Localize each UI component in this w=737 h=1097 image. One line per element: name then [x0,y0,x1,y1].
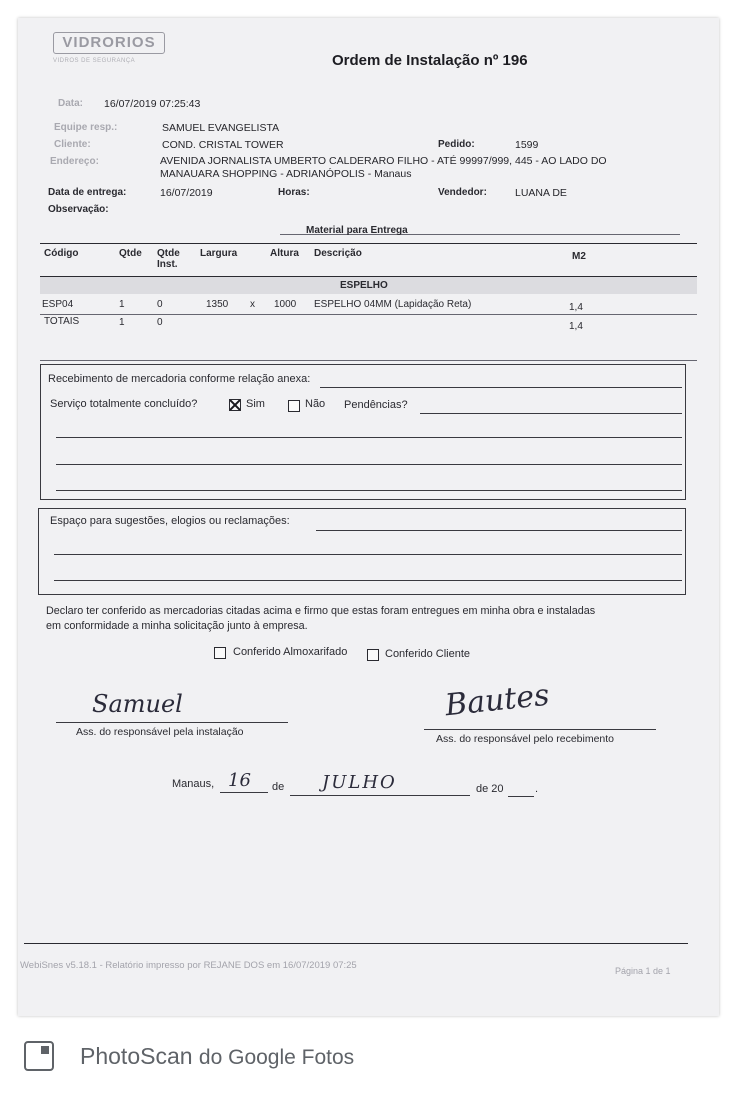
installer-signature-line[interactable] [56,722,288,723]
group-label: ESPELHO [340,280,388,291]
row-m2: 1,4 [569,302,583,313]
conferido-almox-checkbox[interactable] [214,647,226,659]
suggestions-line-1[interactable] [54,554,682,555]
sim-label: Sim [246,398,265,410]
company-tagline: VIDROS DE SEGURANÇA [53,58,136,64]
pendencias-label: Pendências? [344,399,408,411]
cliente-label: Cliente: [54,139,91,150]
company-logo: VIDRORIOS [53,32,165,54]
vendedor-value: LUANA DE [515,187,567,199]
equipe-value: SAMUEL EVANGELISTA [162,122,280,134]
data-entrega-value: 16/07/2019 [160,187,213,199]
date-day: 16 [228,770,251,791]
date-end: . [535,783,539,795]
receipt-line-1[interactable] [56,437,682,438]
table-top-rule [40,243,697,244]
nao-label: Não [305,398,326,410]
row-altura: 1000 [274,299,297,310]
installer-signature-label: Ass. do responsável pela instalação [76,726,244,738]
declaration-line1: Declaro ter conferido as mercadorias citadas acima e firmo que estas foram entregues em minha obra e instaladas [46,605,596,617]
row-bottom-rule [40,314,697,315]
table-end-rule [40,360,697,361]
date-city: Manaus, [172,778,215,790]
row-qtde-inst: 0 [157,299,163,310]
pedido-value: 1599 [515,139,539,151]
row-descricao: ESPELHO 04MM (Lapidação Reta) [314,299,472,310]
col-qtde: Qtde [119,248,142,259]
data-label: Data: [58,98,84,109]
nao-checkbox[interactable] [288,400,300,412]
footer-right: Página 1 de 1 [615,966,671,976]
suggestions-label: Espaço para sugestões, elogios ou reclamações: [50,515,290,527]
equipe-label: Equipe resp.: [54,122,118,133]
suggestions-line-0[interactable] [316,530,682,531]
col-descricao: Descrição [314,248,362,259]
signature-installer: Samuel [92,690,183,718]
conferido-cliente-label: Conferido Cliente [385,648,470,660]
endereco-line2: MANAUARA SHOPPING - ADRIANÓPOLIS - Manaus [160,168,412,180]
col-codigo: Código [44,248,79,259]
receipt-line-3[interactable] [56,490,682,491]
footer-rule [24,943,688,944]
data-value: 16/07/2019 07:25:43 [104,98,201,110]
col-largura: Largura [200,248,238,259]
document-title: Ordem de Instalação nº 196 [332,52,528,69]
footer-left: WebiSnes v5.18.1 - Relatório impresso por REJANE DOS em 16/07/2019 07:25 [20,960,357,971]
endereco-line1: AVENIDA JORNALISTA UMBERTO CALDERARO FILHO - ATÉ 99997/999, 445 - AO LADO DO [160,155,607,167]
vendedor-label: Vendedor: [438,187,487,198]
sim-checkbox[interactable] [229,399,241,411]
date-de1: de [272,781,285,793]
receiver-signature-label: Ass. do responsável pelo recebimento [436,733,615,745]
conferido-cliente-checkbox[interactable] [367,649,379,661]
date-de2: de 20 [476,783,504,795]
observacao-label: Observação: [48,204,109,215]
suggestions-line-2[interactable] [54,580,682,581]
data-entrega-label: Data de entrega: [48,187,127,198]
date-day-line[interactable] [220,792,268,793]
row-x: x [250,299,255,310]
brand-suffix: do Google Fotos [198,1046,355,1069]
recebimento-line[interactable] [320,387,682,388]
check-x-icon [230,400,240,410]
col-qtde-inst: Qtde Inst. [157,248,180,270]
signature-receiver: Bautes [443,677,552,724]
pedido-label: Pedido: [438,139,475,150]
photoscan-brand [80,1043,354,1070]
recebimento-label: Recebimento de mercadoria conforme relação anexa: [48,373,311,385]
date-month: JULHO [322,772,397,793]
conferido-almox-label: Conferido Almoxarifado [233,646,348,658]
declaration-line2: em conformidade a minha solicitação junto à empresa. [46,620,308,632]
date-month-line[interactable] [290,795,470,796]
col-m2: M2 [572,251,586,262]
pendencias-line[interactable] [420,413,682,414]
totais-qtde: 1 [119,317,125,328]
date-year-line[interactable] [508,796,534,797]
row-codigo: ESP04 [42,299,74,310]
cliente-value: COND. CRISTAL TOWER [162,139,284,151]
material-section-title: Material para Entrega [306,225,408,236]
receiver-signature-line[interactable] [424,729,656,730]
horas-label: Horas: [278,187,310,198]
row-largura: 1350 [206,299,229,310]
totais-qtde-inst: 0 [157,317,163,328]
col-altura: Altura [270,248,299,259]
totais-m2: 1,4 [569,321,583,332]
receipt-line-2[interactable] [56,464,682,465]
brand-name: PhotoScan [80,1043,193,1069]
servico-label: Serviço totalmente concluído? [50,398,198,410]
totais-label: TOTAIS [44,316,80,327]
photoscan-icon [24,1041,54,1071]
endereco-label: Endereço: [50,156,99,167]
row-qtde: 1 [119,299,125,310]
